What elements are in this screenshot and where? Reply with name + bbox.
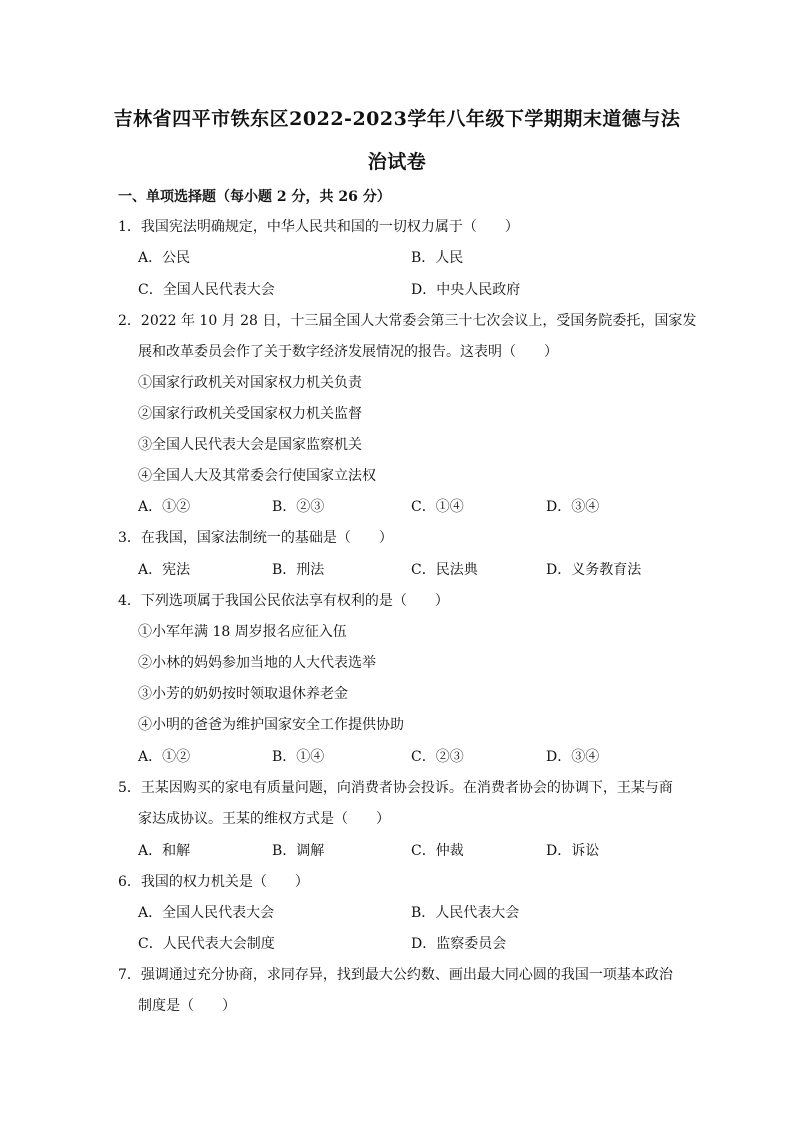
q3-stem: 3．在我国，国家法制统一的基础是（ ） bbox=[118, 530, 393, 546]
q6-stem: 6．我国的权力机关是（ ） bbox=[118, 874, 309, 890]
q4-statement-4: ④小明的爸爸为维护国家安全工作提供协助 bbox=[138, 717, 404, 733]
q6-option-c: C．人民代表大会制度 bbox=[138, 936, 275, 952]
q2-stem-line1: 2．2022 年 10 月 28 日，十三届全国人大常委会第三十七次会议上，受国务院委托，国家发 bbox=[118, 313, 697, 329]
q3-option-a: A．宪法 bbox=[138, 562, 191, 578]
q1-option-a: A．公民 bbox=[138, 250, 191, 266]
q2-statement-4: ④全国人大及其常委会行使国家立法权 bbox=[138, 468, 376, 484]
q2-option-a: A．①② bbox=[138, 499, 191, 515]
q6-option-a: A．全国人民代表大会 bbox=[138, 905, 275, 921]
q2-option-b: B．②③ bbox=[272, 499, 325, 515]
q4-statement-2: ②小林的妈妈参加当地的人大代表选举 bbox=[138, 655, 376, 671]
q4-option-c: C．②③ bbox=[411, 749, 464, 765]
q4-option-b: B．①④ bbox=[272, 749, 325, 765]
q7-stem-line1: 7．强调通过充分协商，求同存异，找到最大公约数、画出最大同心圆的我国一项基本政治 bbox=[118, 967, 673, 983]
q2-statement-2: ②国家行政机关受国家权力机关监督 bbox=[138, 406, 362, 422]
q1-stem: 1．我国宪法明确规定，中华人民共和国的一切权力属于（ ） bbox=[118, 219, 519, 235]
q1-option-c: C．全国人民代表大会 bbox=[138, 282, 275, 298]
q6-option-d: D．监察委员会 bbox=[411, 936, 507, 952]
q2-stem-line2: 展和改革委员会作了关于数字经济发展情况的报告。这表明（ ） bbox=[138, 344, 558, 360]
q7-stem-line2: 制度是（ ） bbox=[138, 998, 236, 1014]
q2-statement-3: ③全国人民代表大会是国家监察机关 bbox=[138, 437, 362, 453]
q5-option-b: B．调解 bbox=[272, 843, 325, 859]
q2-option-d: D．③④ bbox=[546, 499, 600, 515]
q3-option-c: C．民法典 bbox=[411, 562, 478, 578]
exam-title-line2: 治试卷 bbox=[367, 151, 427, 173]
q4-statement-3: ③小芳的奶奶按时领取退休养老金 bbox=[138, 686, 348, 702]
q2-statement-1: ①国家行政机关对国家权力机关负责 bbox=[138, 375, 362, 391]
q4-option-d: D．③④ bbox=[546, 749, 600, 765]
q3-option-d: D．义务教育法 bbox=[546, 562, 642, 578]
q4-option-a: A．①② bbox=[138, 749, 191, 765]
q5-option-c: C．仲裁 bbox=[411, 843, 464, 859]
q4-statement-1: ①小军年满 18 周岁报名应征入伍 bbox=[138, 624, 347, 640]
exam-title-line1: 吉林省四平市铁东区2022-2023学年八年级下学期期末道德与法 bbox=[113, 108, 681, 130]
q5-stem-line1: 5．王某因购买的家电有质量问题，向消费者协会投诉。在消费者协会的协调下，王某与商 bbox=[118, 780, 673, 796]
q1-option-d: D．中央人民政府 bbox=[411, 282, 521, 298]
q4-stem: 4．下列选项属于我国公民依法享有权利的是（ ） bbox=[118, 593, 449, 609]
q5-stem-line2: 家达成协议。王某的维权方式是（ ） bbox=[138, 811, 390, 827]
q2-option-c: C．①④ bbox=[411, 499, 464, 515]
q1-option-b: B．人民 bbox=[411, 250, 464, 266]
section-heading: 一、单项选择题（每小题 2 分，共 26 分） bbox=[118, 189, 391, 205]
q3-option-b: B．刑法 bbox=[272, 562, 325, 578]
q5-option-d: D．诉讼 bbox=[546, 843, 600, 859]
q6-option-b: B．人民代表大会 bbox=[411, 905, 520, 921]
q5-option-a: A．和解 bbox=[138, 843, 191, 859]
